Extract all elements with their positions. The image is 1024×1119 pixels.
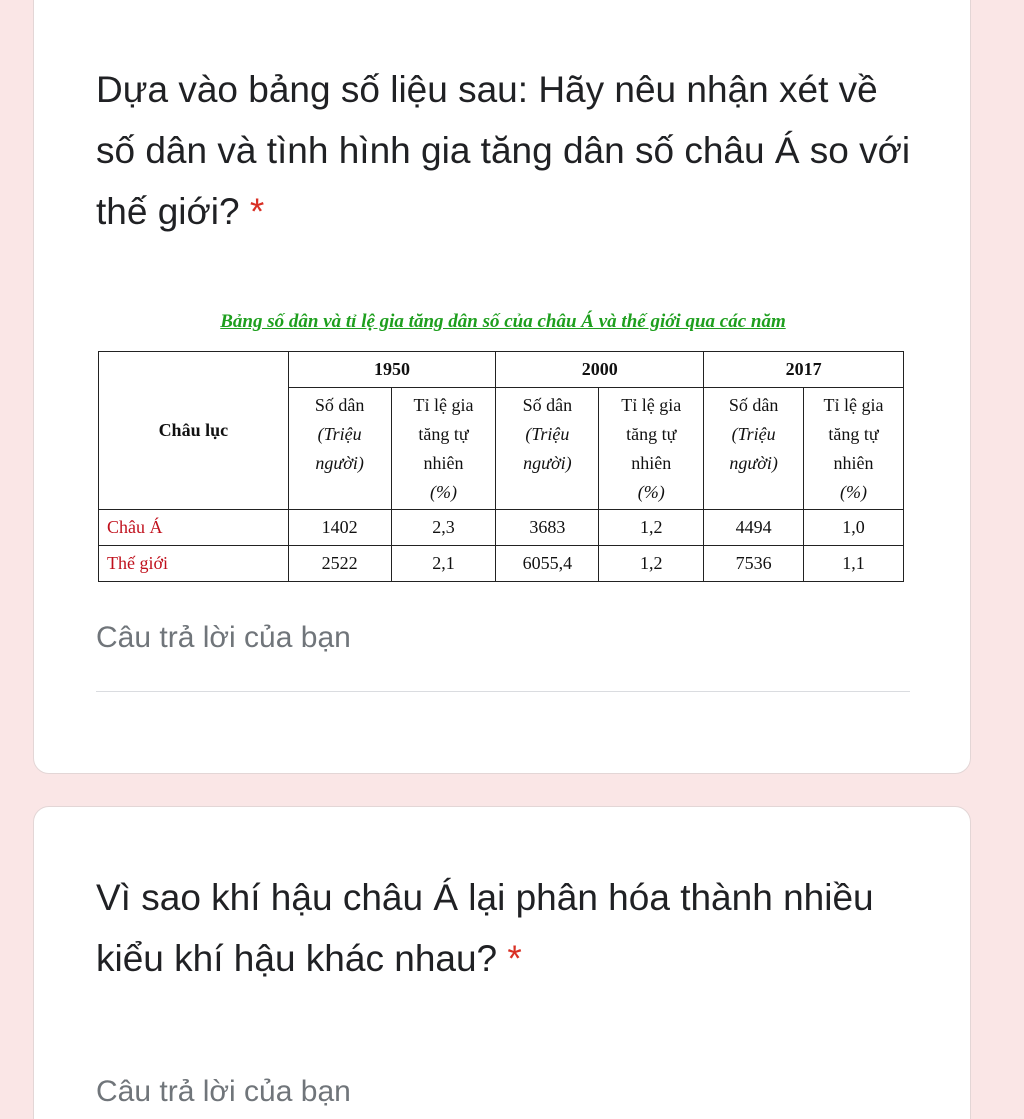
subheader-line: Tỉ lệ gia bbox=[621, 394, 682, 415]
subheader-line: người) bbox=[729, 452, 778, 473]
table-cell: 1,2 bbox=[599, 546, 704, 582]
row-label: Châu Á bbox=[99, 510, 289, 546]
question-card-1 bbox=[33, 0, 971, 774]
table-cell: 2522 bbox=[288, 546, 391, 582]
subheader-line: (Triệu bbox=[525, 423, 570, 444]
subheader-line: tăng tự bbox=[828, 423, 879, 444]
population-subheader bbox=[704, 388, 804, 510]
subheader-line: (%) bbox=[637, 481, 665, 502]
subheader-line: người) bbox=[523, 452, 572, 473]
subheader-line: nhiên bbox=[631, 452, 672, 473]
table-cell: 3683 bbox=[496, 510, 599, 546]
question-title bbox=[96, 59, 916, 242]
subheader-line: (%) bbox=[840, 481, 868, 502]
subheader-line: Số dân bbox=[522, 394, 573, 415]
table-cell: 1,1 bbox=[804, 546, 904, 582]
question-card-2 bbox=[33, 806, 971, 1119]
population-table bbox=[98, 351, 904, 582]
required-asterisk: * bbox=[249, 191, 265, 232]
answer-underline bbox=[96, 691, 910, 692]
answer-input[interactable]: Câu trả lời của bạn bbox=[96, 1075, 351, 1108]
table-cell: 1402 bbox=[288, 510, 391, 546]
required-asterisk: * bbox=[507, 938, 522, 979]
table-row bbox=[99, 510, 904, 546]
table-cell: 7536 bbox=[704, 546, 804, 582]
subheader-line: Số dân bbox=[728, 394, 779, 415]
subheader-line: (Triệu bbox=[317, 423, 362, 444]
row-label: Thế giới bbox=[99, 546, 289, 582]
question-text: Vì sao khí hậu châu Á lại phân hóa thành nhiều kiểu khí hậu khác nhau? bbox=[96, 877, 874, 979]
population-subheader bbox=[288, 388, 391, 510]
rate-subheader bbox=[391, 388, 496, 510]
population-subheader bbox=[496, 388, 599, 510]
year-header: 2017 bbox=[704, 352, 904, 388]
table-cell: 1,2 bbox=[599, 510, 704, 546]
answer-input[interactable]: Câu trả lời của bạn bbox=[96, 621, 351, 654]
table-cell: 1,0 bbox=[804, 510, 904, 546]
table-cell: 2,3 bbox=[391, 510, 496, 546]
year-header: 1950 bbox=[288, 352, 496, 388]
rate-subheader bbox=[804, 388, 904, 510]
table-cell: 4494 bbox=[704, 510, 804, 546]
subheader-line: Tỉ lệ gia bbox=[823, 394, 884, 415]
question-text: Dựa vào bảng số liệu sau: Hãy nêu nhận xét về số dân và tình hình gia tăng dân số châu Á so với thế giới? bbox=[96, 69, 911, 232]
subheader-line: nhiên bbox=[833, 452, 874, 473]
subheader-line: tăng tự bbox=[418, 423, 469, 444]
subheader-line: Số dân bbox=[314, 394, 365, 415]
year-header: 2000 bbox=[496, 352, 704, 388]
table-cell: 6055,4 bbox=[496, 546, 599, 582]
table-caption: Bảng số dân và tỉ lệ gia tăng dân số của châu Á và thế giới qua các năm bbox=[220, 311, 786, 332]
table-cell: 2,1 bbox=[391, 546, 496, 582]
subheader-line: nhiên bbox=[423, 452, 464, 473]
subheader-line: Tỉ lệ gia bbox=[413, 394, 474, 415]
subheader-line: người) bbox=[315, 452, 364, 473]
rate-subheader bbox=[599, 388, 704, 510]
subheader-line: tăng tự bbox=[626, 423, 677, 444]
table-row bbox=[99, 546, 904, 582]
subheader-line: (%) bbox=[430, 481, 457, 502]
question-title bbox=[96, 867, 916, 989]
table-corner-header: Châu lục bbox=[99, 352, 289, 510]
subheader-line: (Triệu bbox=[731, 423, 776, 444]
